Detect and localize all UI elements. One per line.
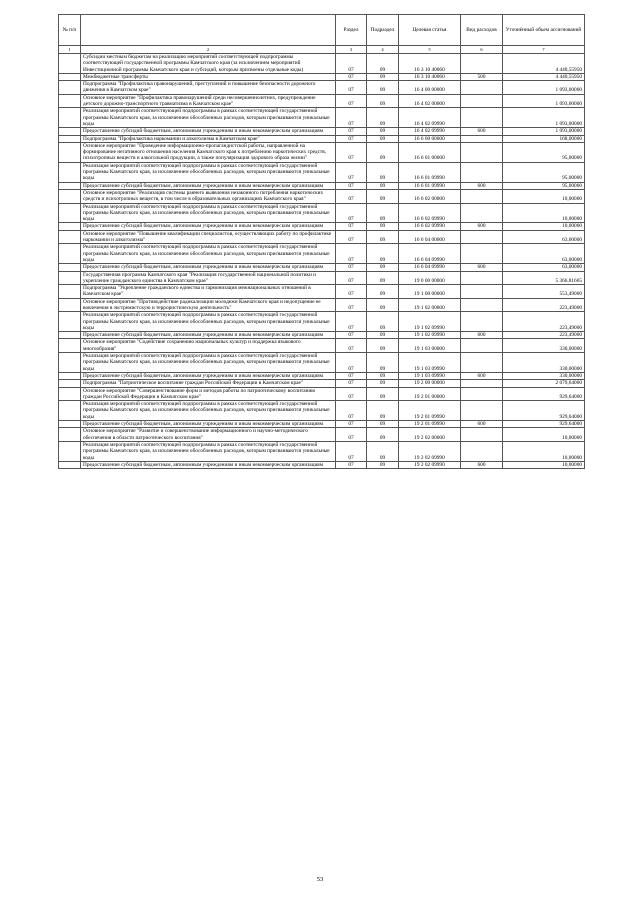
cell-expense-type: 600 [461, 421, 503, 428]
cell-expense-type: 600 [461, 264, 503, 271]
table-row [59, 353, 585, 373]
cell-name: Предоставление субсидий бюджетным, автономным учреждениям и иным некоммерческим организациям [81, 332, 336, 339]
cell-target-article: 16 4 02 09990 [399, 108, 461, 128]
cell-subsection: 09 [367, 372, 399, 379]
cell-subsection: 09 [367, 264, 399, 271]
cell-number [59, 189, 81, 203]
cell-section: 07 [336, 142, 367, 162]
cell-name: Предоставление субсидий бюджетным, автономным учреждениям и иным некоммерческим организациям [81, 182, 336, 189]
cell-allocation: 10,00000 [503, 203, 585, 223]
table-row [59, 108, 585, 128]
cell-name: Подпрограмма "Патриотическое воспитание граждан Российской Федерации в Камчатском крае" [81, 380, 336, 387]
cell-name: Предоставление субсидий бюджетным, автономным учреждениям и иным некоммерческим организациям [81, 128, 336, 135]
cell-name: Основное мероприятие "Совершенствование форм и методов работы по патриотическому воспитанию граждан Российской Федерации в Камчатском крае" [81, 387, 336, 401]
table-row [59, 271, 585, 285]
cell-allocation: 63,00000 [503, 244, 585, 264]
cell-allocation: 95,00000 [503, 182, 585, 189]
cell-subsection: 09 [367, 428, 399, 442]
cell-allocation: 10,00000 [503, 189, 585, 203]
cell-number [59, 285, 81, 299]
cell-target-article: 16 6 01 09990 [399, 182, 461, 189]
table-row [59, 461, 585, 468]
cell-target-article: 19 2 01 00000 [399, 387, 461, 401]
cell-name: Подпрограмма "Укрепление гражданского единства и гармонизация межнациональных отношений в Камчатском крае" [81, 285, 336, 299]
header-subsection: Подраздел [367, 15, 399, 46]
cell-expense-type [461, 428, 503, 442]
cell-allocation: 10,00000 [503, 441, 585, 461]
cell-allocation: 95,00000 [503, 162, 585, 182]
cell-section: 07 [336, 353, 367, 373]
cell-section: 07 [336, 332, 367, 339]
cell-allocation: 929,64000 [503, 387, 585, 401]
cell-expense-type: 600 [461, 461, 503, 468]
cell-subsection: 09 [367, 94, 399, 108]
cell-subsection: 09 [367, 182, 399, 189]
cell-number [59, 73, 81, 80]
cell-expense-type [461, 142, 503, 162]
cell-name: Предоставление субсидий бюджетным, автономным учреждениям и иным некоммерческим организациям [81, 223, 336, 230]
cell-expense-type [461, 298, 503, 312]
cell-section: 07 [336, 223, 367, 230]
cell-allocation: 10,00000 [503, 223, 585, 230]
cell-section: 07 [336, 428, 367, 442]
table-row [59, 312, 585, 332]
cell-target-article: 19 2 00 00000 [399, 380, 461, 387]
table-row [59, 94, 585, 108]
cell-number [59, 421, 81, 428]
table-row [59, 81, 585, 95]
cell-name: Основное мероприятие "Противодействие радикализации молодежи Камчатского края и недопущение ее вовлечения в экстремистскую и террористическую деятельность" [81, 298, 336, 312]
cell-number [59, 54, 81, 74]
cell-name: Предоставление субсидий бюджетным, автономным учреждениям и иным некоммерческим организациям [81, 421, 336, 428]
cell-name: Подпрограмма "Профилактика правонарушений, преступлений и повышение безопасности дорожного движения в Камчатском крае" [81, 81, 336, 95]
cell-number [59, 128, 81, 135]
cell-expense-type [461, 353, 503, 373]
cell-target-article: 16 6 02 09990 [399, 203, 461, 223]
cell-number [59, 372, 81, 379]
cell-allocation: 95,00000 [503, 142, 585, 162]
cell-allocation: 330,00000 [503, 339, 585, 353]
table-row [59, 244, 585, 264]
cell-number [59, 94, 81, 108]
cell-subsection: 09 [367, 461, 399, 468]
column-number-row [59, 46, 585, 54]
cell-target-article: 19 1 00 00000 [399, 285, 461, 299]
cell-subsection: 09 [367, 81, 399, 95]
cell-target-article: 16 6 00 00000 [399, 135, 461, 142]
column-number: 2 [81, 46, 336, 54]
cell-subsection: 09 [367, 135, 399, 142]
cell-number [59, 441, 81, 461]
cell-number [59, 108, 81, 128]
cell-allocation: 168,00000 [503, 135, 585, 142]
cell-name: Основное мероприятие "Содействие сохранению национальных культур и поддержка языкового многообразия" [81, 339, 336, 353]
cell-subsection: 09 [367, 162, 399, 182]
cell-target-article: 16 4 02 00000 [399, 94, 461, 108]
cell-expense-type [461, 189, 503, 203]
cell-target-article: 19 1 03 09990 [399, 372, 461, 379]
cell-section: 07 [336, 189, 367, 203]
cell-allocation: 2 079,64000 [503, 380, 585, 387]
page-number: 53 [316, 876, 324, 883]
cell-target-article: 19 2 02 09990 [399, 461, 461, 468]
cell-allocation: 929,64000 [503, 401, 585, 421]
cell-allocation: 63,00000 [503, 264, 585, 271]
cell-section: 07 [336, 421, 367, 428]
cell-number [59, 353, 81, 373]
cell-subsection: 09 [367, 387, 399, 401]
cell-number [59, 135, 81, 142]
cell-name: Реализация мероприятий соответствующей подпрограммы в рамках соответствующей государственной программы Камчатского края, за исключением обособленных расходов, которым присваиваются уникальные коды [81, 162, 336, 182]
cell-number [59, 182, 81, 189]
cell-allocation: 553,49000 [503, 285, 585, 299]
cell-section: 07 [336, 339, 367, 353]
cell-number [59, 298, 81, 312]
cell-number [59, 332, 81, 339]
cell-target-article: 19 2 02 00000 [399, 428, 461, 442]
cell-name: Межбюджетные трансферты [81, 73, 336, 80]
cell-allocation: 1 093,00000 [503, 128, 585, 135]
cell-number [59, 387, 81, 401]
table-row [59, 387, 585, 401]
table-row [59, 135, 585, 142]
cell-allocation: 223,49000 [503, 298, 585, 312]
table-row [59, 339, 585, 353]
cell-target-article: 19 0 00 00000 [399, 271, 461, 285]
table-row [59, 203, 585, 223]
cell-expense-type [461, 162, 503, 182]
cell-section: 07 [336, 461, 367, 468]
cell-target-article: 16 3 10 40060 [399, 73, 461, 80]
cell-section: 07 [336, 135, 367, 142]
cell-allocation: 1 093,00000 [503, 94, 585, 108]
cell-subsection: 09 [367, 108, 399, 128]
cell-section: 07 [336, 182, 367, 189]
cell-section: 07 [336, 244, 367, 264]
cell-name: Основное мероприятие "Реализация системы раннего выявления незаконного потребления наркотических средств и психотропных веществ, в том числе в образовательных организациях Камчатского края" [81, 189, 336, 203]
table-row [59, 54, 585, 74]
header-number: № п/п [59, 15, 81, 46]
table-row [59, 421, 585, 428]
cell-target-article: 19 2 02 09990 [399, 441, 461, 461]
header-section: Раздел [336, 15, 367, 46]
cell-name: Реализация мероприятий соответствующей подпрограммы в рамках соответствующей государственной программы Камчатского края, за исключением обособленных расходов, которым присваиваются уникальные коды [81, 312, 336, 332]
cell-target-article: 16 6 04 00000 [399, 230, 461, 244]
table-row [59, 223, 585, 230]
cell-target-article: 19 1 02 00000 [399, 298, 461, 312]
table-row [59, 380, 585, 387]
cell-allocation: 223,49000 [503, 332, 585, 339]
table-body [59, 54, 585, 469]
cell-name: Основное мероприятие "Повышение квалификации специалистов, осуществляющих работу по профилактике наркомании и алкоголизма" [81, 230, 336, 244]
cell-name: Подпрограмма "Профилактика наркомании и алкоголизма в Камчатском крае" [81, 135, 336, 142]
cell-allocation: 10,00000 [503, 461, 585, 468]
cell-number [59, 264, 81, 271]
cell-section: 07 [336, 401, 367, 421]
cell-number [59, 461, 81, 468]
cell-number [59, 230, 81, 244]
column-number: 4 [367, 46, 399, 54]
cell-section: 07 [336, 73, 367, 80]
cell-section: 07 [336, 230, 367, 244]
cell-number [59, 223, 81, 230]
cell-expense-type [461, 339, 503, 353]
cell-subsection: 09 [367, 285, 399, 299]
cell-subsection: 09 [367, 441, 399, 461]
cell-section: 07 [336, 162, 367, 182]
header-target-article: Целевая статья [399, 15, 461, 46]
table-row [59, 73, 585, 80]
cell-name: Предоставление субсидий бюджетным, автономным учреждениям и иным некоммерческим организациям [81, 461, 336, 468]
cell-target-article: 19 2 01 09990 [399, 421, 461, 428]
cell-subsection: 09 [367, 244, 399, 264]
column-number: 5 [399, 46, 461, 54]
cell-subsection: 09 [367, 312, 399, 332]
cell-section: 07 [336, 203, 367, 223]
cell-number [59, 142, 81, 162]
cell-target-article: 16 3 10 40060 [399, 54, 461, 74]
cell-target-article: 16 6 04 09990 [399, 244, 461, 264]
cell-name: Реализация мероприятий соответствующей подпрограммы в рамках соответствующей государственной программы Камчатского края, за исключением обособленных расходов, которым присваиваются уникальные коды [81, 353, 336, 373]
table-row [59, 298, 585, 312]
cell-name: Основное мероприятие "Профилактика правонарушений среди несовершеннолетних, предупреждение детского дорожно-транспортного травматизма в Камчатском крае" [81, 94, 336, 108]
cell-subsection: 09 [367, 298, 399, 312]
cell-allocation: 223,49000 [503, 312, 585, 332]
cell-number [59, 81, 81, 95]
table-row [59, 428, 585, 442]
cell-subsection: 09 [367, 332, 399, 339]
cell-name: Реализация мероприятий соответствующей подпрограммы в рамках соответствующей государственной программы Камчатского края, за исключением обособленных расходов, которым присваиваются уникальные коды [81, 401, 336, 421]
table-row [59, 162, 585, 182]
column-number: 1 [59, 46, 81, 54]
header-allocation: Уточнённый объем ассигнований [503, 15, 585, 46]
budget-table [58, 14, 585, 469]
header-name [81, 15, 336, 46]
table-row [59, 142, 585, 162]
cell-allocation: 63,00000 [503, 230, 585, 244]
cell-subsection: 09 [367, 223, 399, 230]
cell-allocation: 4 440,55950 [503, 73, 585, 80]
cell-expense-type [461, 380, 503, 387]
cell-number [59, 380, 81, 387]
column-number: 3 [336, 46, 367, 54]
cell-name: Реализация мероприятий соответствующей подпрограммы в рамках соответствующей государственной программы Камчатского края, за исключением обособленных расходов, которым присваиваются уникальные коды [81, 244, 336, 264]
cell-expense-type: 600 [461, 128, 503, 135]
header-expense-type: Вид расходов [461, 15, 503, 46]
table-row [59, 230, 585, 244]
cell-expense-type: 600 [461, 182, 503, 189]
table-row [59, 372, 585, 379]
cell-name: Реализация мероприятий соответствующей подпрограммы в рамках соответствующей государственной программы Камчатского края, за исключением обособленных расходов, которым присваиваются уникальные коды [81, 108, 336, 128]
cell-section: 07 [336, 441, 367, 461]
cell-section: 07 [336, 108, 367, 128]
cell-expense-type [461, 244, 503, 264]
cell-section: 07 [336, 372, 367, 379]
cell-section: 07 [336, 128, 367, 135]
cell-number [59, 401, 81, 421]
cell-expense-type [461, 441, 503, 461]
cell-target-article: 19 2 01 09990 [399, 401, 461, 421]
cell-target-article: 19 1 03 09990 [399, 353, 461, 373]
cell-allocation: 5 366,81665 [503, 271, 585, 285]
cell-target-article: 16 6 04 09990 [399, 264, 461, 271]
cell-allocation: 929,64000 [503, 421, 585, 428]
cell-subsection: 09 [367, 73, 399, 80]
cell-subsection: 09 [367, 230, 399, 244]
cell-target-article: 16 6 02 09990 [399, 223, 461, 230]
table-row [59, 182, 585, 189]
cell-expense-type [461, 54, 503, 74]
cell-subsection: 09 [367, 271, 399, 285]
cell-target-article: 16 4 00 00000 [399, 81, 461, 95]
cell-name: Предоставление субсидий бюджетным, автономным учреждениям и иным некоммерческим организациям [81, 372, 336, 379]
column-number: 6 [461, 46, 503, 54]
cell-subsection: 09 [367, 421, 399, 428]
cell-section: 07 [336, 298, 367, 312]
cell-name: Реализация мероприятий соответствующей подпрограммы в рамках соответствующей государственной программы Камчатского края, за исключением обособленных расходов, которым присваиваются уникальные коды [81, 203, 336, 223]
cell-number [59, 271, 81, 285]
table-row [59, 401, 585, 421]
column-number: 7 [503, 46, 585, 54]
cell-expense-type [461, 81, 503, 95]
cell-name: Государственная программа Камчатского края "Реализация государственной национальной политики и укрепление гражданского единства в Камчатском крае" [81, 271, 336, 285]
table-row [59, 332, 585, 339]
cell-expense-type [461, 94, 503, 108]
cell-expense-type [461, 108, 503, 128]
cell-expense-type [461, 135, 503, 142]
cell-allocation: 1 093,00000 [503, 81, 585, 95]
cell-allocation: 330,00000 [503, 353, 585, 373]
cell-number [59, 162, 81, 182]
cell-allocation: 4 440,55950 [503, 54, 585, 74]
cell-section: 07 [336, 380, 367, 387]
cell-expense-type: 500 [461, 73, 503, 80]
cell-subsection: 09 [367, 189, 399, 203]
cell-subsection: 09 [367, 142, 399, 162]
cell-allocation: 1 093,00000 [503, 108, 585, 128]
table-row [59, 285, 585, 299]
cell-target-article: 19 1 03 00000 [399, 339, 461, 353]
cell-section: 07 [336, 387, 367, 401]
cell-subsection: 09 [367, 380, 399, 387]
cell-section: 07 [336, 271, 367, 285]
cell-name: Основное мероприятие "Проведение информационно-пропагандистской работы, направленной на формирование негативного отношения населения Камчатского края к потреблению наркотических средств, психотропных веществ и алкогольной продукции, а также популяризация здорового образа жизни" [81, 142, 336, 162]
cell-expense-type: 600 [461, 332, 503, 339]
table-row [59, 189, 585, 203]
cell-target-article: 16 6 01 09990 [399, 162, 461, 182]
cell-section: 07 [336, 264, 367, 271]
cell-section: 07 [336, 94, 367, 108]
cell-expense-type [461, 312, 503, 332]
table-row [59, 441, 585, 461]
cell-allocation: 330,00000 [503, 372, 585, 379]
cell-section: 07 [336, 54, 367, 74]
cell-target-article: 16 4 02 09990 [399, 128, 461, 135]
cell-section: 07 [336, 81, 367, 95]
cell-expense-type [461, 401, 503, 421]
cell-target-article: 16 6 02 00000 [399, 189, 461, 203]
cell-name: Основное мероприятие "Развитие и совершенствование информационного и научно-методического обеспечения в области патриотического воспитания" [81, 428, 336, 442]
cell-subsection: 09 [367, 353, 399, 373]
cell-target-article: 19 1 02 09990 [399, 332, 461, 339]
table-row [59, 128, 585, 135]
cell-section: 07 [336, 285, 367, 299]
cell-expense-type [461, 203, 503, 223]
cell-name: Реализация мероприятий соответствующей подпрограммы в рамках соответствующей государственной программы Камчатского края, за исключением обособленных расходов, которым присваиваются уникальные коды [81, 441, 336, 461]
cell-expense-type: 600 [461, 223, 503, 230]
cell-expense-type [461, 387, 503, 401]
cell-target-article: 16 6 01 00000 [399, 142, 461, 162]
cell-expense-type: 600 [461, 372, 503, 379]
cell-number [59, 312, 81, 332]
cell-subsection: 09 [367, 128, 399, 135]
cell-number [59, 203, 81, 223]
header-row [59, 15, 585, 46]
cell-name: Предоставление субсидий бюджетным, автономным учреждениям и иным некоммерческим организациям [81, 264, 336, 271]
document-sheet [58, 14, 584, 469]
cell-subsection: 09 [367, 54, 399, 74]
cell-number [59, 244, 81, 264]
cell-allocation: 10,00000 [503, 428, 585, 442]
cell-number [59, 428, 81, 442]
cell-name: Субсидии местным бюджетам на реализацию мероприятий соответствующей подпрограммы соответствующей государственной программы Камчатского края (за исключением мероприятий Инвестиционной программы Камчатского края и субсидий, которым присвоены отдельные коды) [81, 54, 336, 74]
cell-number [59, 339, 81, 353]
cell-subsection: 09 [367, 203, 399, 223]
cell-subsection: 09 [367, 339, 399, 353]
cell-expense-type [461, 230, 503, 244]
cell-subsection: 09 [367, 401, 399, 421]
cell-expense-type [461, 285, 503, 299]
cell-expense-type [461, 271, 503, 285]
table-row [59, 264, 585, 271]
cell-section: 07 [336, 312, 367, 332]
cell-target-article: 19 1 02 09990 [399, 312, 461, 332]
